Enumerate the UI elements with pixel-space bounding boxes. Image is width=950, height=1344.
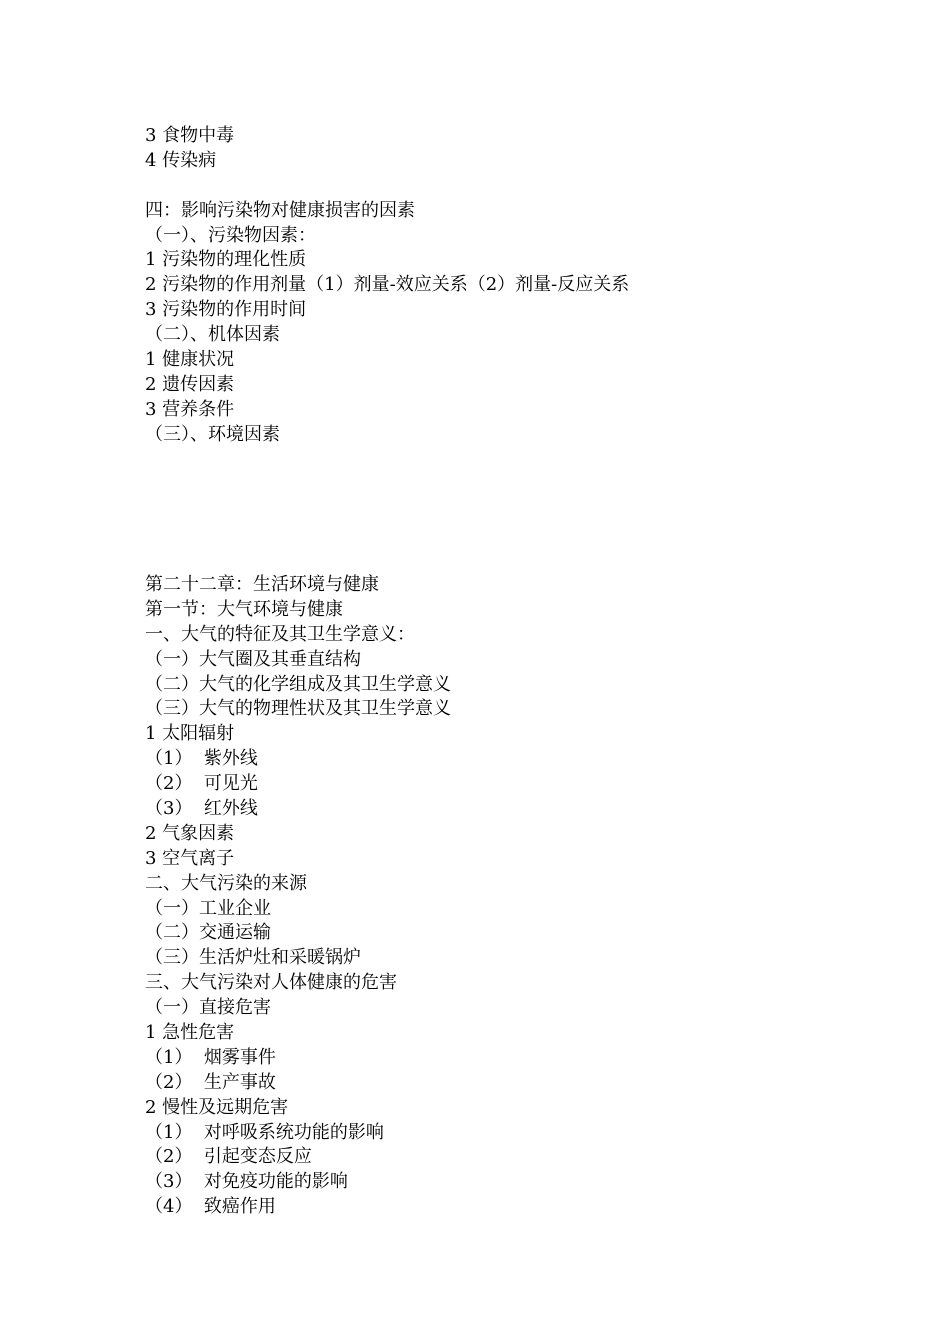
text-line: （一）直接危害 bbox=[145, 997, 271, 1019]
section-heading: 第一节：大气环境与健康 bbox=[145, 598, 343, 620]
text-line: 1 太阳辐射 bbox=[145, 723, 235, 745]
text-line: （4） 致癌作用 bbox=[145, 1196, 276, 1218]
text-line: 三、大气污染对人体健康的危害 bbox=[145, 972, 397, 994]
text-line: （一）工业企业 bbox=[145, 897, 271, 919]
text-line: （二）交通运输 bbox=[145, 922, 271, 944]
text-line: （一）、污染物因素： bbox=[145, 224, 316, 246]
text-line: （三）生活炉灶和采暖锅炉 bbox=[145, 947, 361, 969]
text-line: 3 污染物的作用时间 bbox=[145, 299, 307, 321]
text-line: （2） 生产事故 bbox=[145, 1071, 276, 1093]
text-block-chapter-22 bbox=[145, 573, 865, 1220]
text-line: 2 慢性及远期危害 bbox=[145, 1096, 289, 1118]
text-line: （3） 红外线 bbox=[145, 798, 258, 820]
text-line: （三）大气的物理性状及其卫生学意义 bbox=[145, 698, 451, 720]
blank-line bbox=[145, 174, 865, 199]
text-line: 1 健康状况 bbox=[145, 349, 235, 371]
text-line: （1） 烟雾事件 bbox=[145, 1046, 276, 1068]
text-line: （一）大气圈及其垂直结构 bbox=[145, 648, 361, 670]
text-block-factors bbox=[145, 124, 865, 448]
text-line: （2） 引起变态反应 bbox=[145, 1146, 312, 1168]
text-line: 3 营养条件 bbox=[145, 398, 235, 420]
text-line: （2） 可见光 bbox=[145, 773, 258, 795]
text-line: 一、大气的特征及其卫生学意义： bbox=[145, 623, 415, 645]
text-line: 二、大气污染的来源 bbox=[145, 872, 307, 894]
text-line: （1） 紫外线 bbox=[145, 748, 258, 770]
text-line: 1 急性危害 bbox=[145, 1022, 235, 1044]
text-line: （3） 对免疫功能的影响 bbox=[145, 1171, 348, 1193]
text-line: 2 污染物的作用剂量（1）剂量-效应关系（2）剂量-反应关系 bbox=[145, 274, 630, 296]
text-line: （二）大气的化学组成及其卫生学意义 bbox=[145, 673, 451, 695]
section-heading: 四：影响污染物对健康损害的因素 bbox=[145, 199, 415, 221]
text-line: （二）、机体因素 bbox=[145, 324, 280, 346]
text-line: （三）、环境因素 bbox=[145, 423, 280, 445]
chapter-heading: 第二十二章：生活环境与健康 bbox=[145, 574, 379, 595]
text-line: 2 气象因素 bbox=[145, 822, 235, 844]
text-line: 3 食物中毒 bbox=[145, 125, 235, 146]
text-line: 3 空气离子 bbox=[145, 847, 235, 869]
text-line: 1 污染物的理化性质 bbox=[145, 249, 307, 271]
text-line: 2 遗传因素 bbox=[145, 373, 235, 395]
text-line: 4 传染病 bbox=[145, 149, 217, 171]
text-line: （1） 对呼吸系统功能的影响 bbox=[145, 1121, 384, 1143]
